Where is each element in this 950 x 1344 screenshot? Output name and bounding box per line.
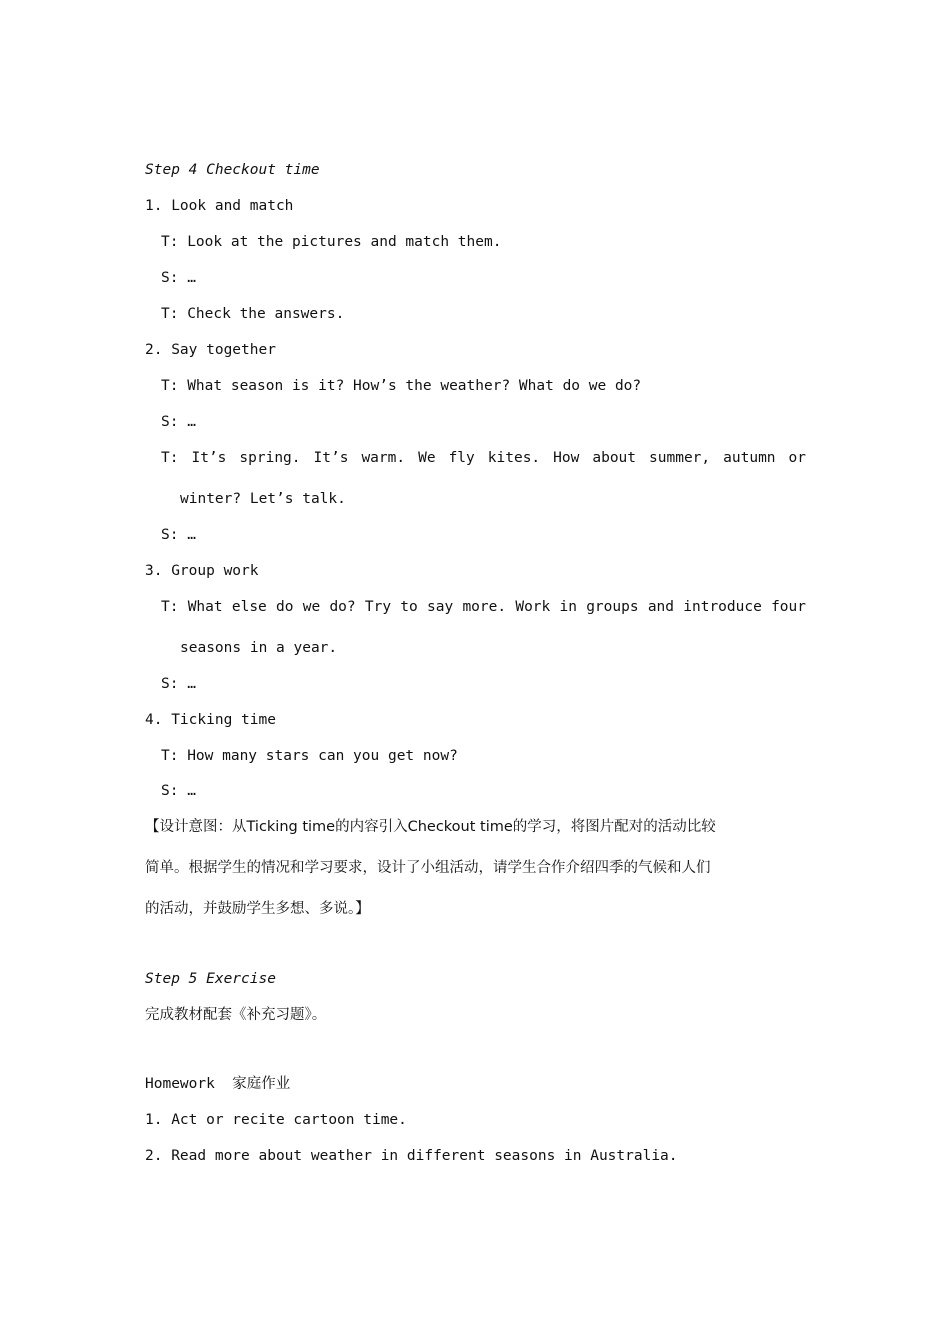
item-3-line-3: S: …	[161, 676, 196, 692]
item-2-line-1: T: What season is it? How’s the weather? What do we do?	[161, 378, 642, 394]
item-2-line-5: S: …	[161, 527, 196, 543]
item-2-line-2: S: …	[161, 414, 196, 430]
item-1-line-2: S: …	[161, 270, 196, 286]
homework-item-1: 1. Act or recite cartoon time.	[145, 1112, 407, 1128]
item-1-title: 1. Look and match	[145, 198, 294, 214]
item-4-title: 4. Ticking time	[145, 712, 276, 728]
homework-item-2: 2. Read more about weather in different seasons in Australia.	[145, 1148, 678, 1164]
item-2-line-3: T: It’s spring. It’s warm. We fly kites. How about summer, autumn or	[161, 450, 806, 466]
item-2-title: 2. Say together	[145, 342, 276, 358]
item-3-line-1: T: What else do we do? Try to say more. Work in groups and introduce four	[161, 599, 806, 615]
homework-heading: Homework 家庭作业	[145, 1076, 291, 1092]
item-1-line-1: T: Look at the pictures and match them.	[161, 234, 502, 250]
step4-heading: Step 4 Checkout time	[145, 162, 320, 178]
step5-text: 完成教材配套《补充习题》。	[145, 1007, 327, 1023]
step5-heading: Step 5 Exercise	[145, 971, 276, 987]
item-2-line-4: winter? Let’s talk.	[180, 491, 346, 507]
item-3-line-2: seasons in a year.	[180, 640, 338, 656]
design-note-line-2: 简单。根据学生的情况和学习要求，设计了小组活动，请学生合作介绍四季的气候和人们	[145, 860, 711, 876]
design-note-line-1: 【设计意图：从Ticking time的内容引入Checkout time的学习，将图片配对的活动比较	[145, 819, 716, 835]
item-1-line-3: T: Check the answers.	[161, 306, 345, 322]
design-note-line-3: 的活动，并鼓励学生多想、多说。】	[145, 901, 370, 917]
item-4-line-2: S: …	[161, 783, 196, 799]
item-4-line-1: T: How many stars can you get now?	[161, 748, 458, 764]
item-3-title: 3. Group work	[145, 563, 259, 579]
